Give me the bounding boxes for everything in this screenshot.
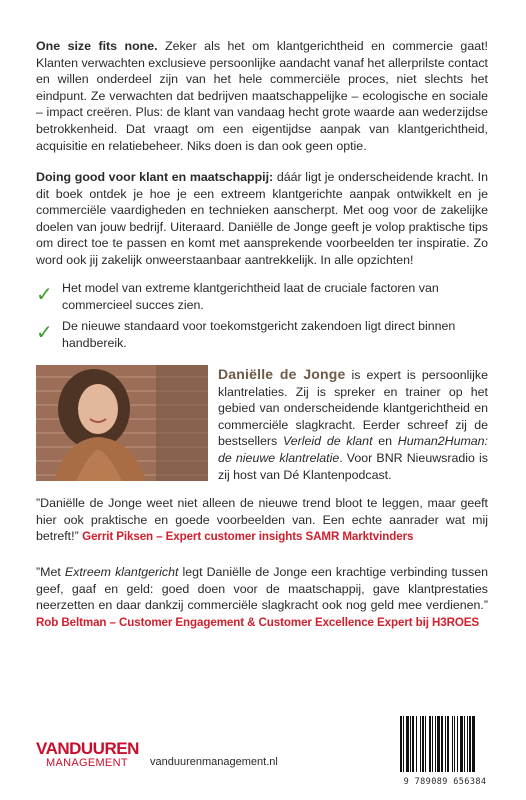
barcode-bar xyxy=(457,716,458,772)
check-icon: ✓ xyxy=(36,282,53,306)
barcode-bar xyxy=(464,716,465,772)
barcode-bar xyxy=(472,716,475,772)
quote-2-attribution: Rob Beltman – Customer Engagement & Customer Excellence Expert bij H3ROES xyxy=(36,615,480,629)
quote-1-text: ”Daniëlle de Jonge weet niet alleen de nieuwe trend bloot te leggen, maar geeft hier ook praktische en goede voorbeelden van. Een echte aanrader wat mij betreft!” xyxy=(36,496,488,544)
barcode-bar xyxy=(425,716,426,772)
barcode-digits: 9 789089 656384 xyxy=(403,777,487,787)
author-photo xyxy=(36,365,208,481)
intro-text: Zeker als het om klantgerichtheid en commercie gaat! Klanten verwachten exclusieve persoonlijke aandacht vanaf het allerprilste contact en willen onderdeel zijn van het hele commerciële proces, niet slechts het eindpunt. Ze verwachten dat bedrijven maatschappelijke – ecologische en sociale – impact creëren. Plus: de klant van vandaag hecht grote waarde aan wederzijdse betrokkenheid. Dat vraagt om een eigentijdse aanpak van klantgerichtheid, acquisitie en relatiebeheer. Niks doen is dan ook geen optie. xyxy=(36,39,488,153)
barcode-bar xyxy=(437,716,440,772)
publisher-logo-top: VANDUUREN xyxy=(36,739,139,758)
quote-2 xyxy=(36,564,488,631)
barcode-bar xyxy=(435,716,436,772)
book-title-2: Human2Human: de nieuwe klantrelatie xyxy=(218,434,489,465)
bio-text-1: is expert is persoonlijke klantrelaties. Zij is spreker en trainer op het gebied van onderscheidende klantgerichtheid en commerciële slagkracht. Eerder schreef zij de bestsellers xyxy=(218,368,488,449)
barcode-bar xyxy=(400,716,402,772)
barcode-bar xyxy=(416,716,417,772)
barcode-bar xyxy=(432,716,433,772)
quote-1-attribution: Gerrit Piksen – Expert customer insights SAMR Marktvinders xyxy=(82,530,414,544)
barcode-bar xyxy=(429,716,431,772)
barcode-bar xyxy=(422,716,424,772)
barcode-bar xyxy=(441,716,443,772)
author-bio xyxy=(218,366,488,483)
intro-lead: One size fits none. xyxy=(36,39,158,53)
second-lead: Doing good voor klant en maatschappij: xyxy=(36,170,274,184)
book-title-1: Verleid de klant xyxy=(282,434,373,449)
barcode-bar xyxy=(406,716,409,772)
barcode-bar xyxy=(410,716,411,772)
quote-2-book-title: Extreem klantgericht xyxy=(64,565,179,579)
barcode-bar xyxy=(403,716,404,772)
bullet-item-1: Het model van extreme klantgerichtheid laat de cruciale factoren van commercieel succes zien. xyxy=(62,281,439,312)
second-paragraph xyxy=(36,169,488,269)
bio-text-3: . Voor BNR Nieuwsradio is zij host van Dé Klantenpodcast. xyxy=(218,450,488,482)
bullet-item-2: De nieuwe standaard voor toekomstgericht zakendoen ligt direct binnen handbereik. xyxy=(62,319,456,350)
barcode-bar xyxy=(460,716,463,772)
check-icon: ✓ xyxy=(36,320,53,344)
barcode-bar xyxy=(469,716,471,772)
barcode-bar xyxy=(445,716,446,772)
barcode-bar xyxy=(447,716,449,772)
bio-text-2: en xyxy=(372,434,398,449)
barcode-bar xyxy=(454,716,455,772)
publisher-url: vanduurenmanagement.nl xyxy=(150,756,278,768)
publisher-logo-bottom: MANAGEMENT xyxy=(46,757,128,769)
barcode-bar xyxy=(452,716,453,772)
quote-2-pre: ”Met xyxy=(36,565,65,579)
isbn-barcode xyxy=(398,716,492,787)
barcode-bar xyxy=(412,716,414,772)
barcode-bar xyxy=(467,716,468,772)
second-text: dáár ligt je onderscheidende kracht. In dit boek ontdek je hoe je een extreem klantgerichte aanpak ontwikkelt en je commerciële vaardigheden en technieken aanscherpt. Met oog voor de zakelijke doelen van jouw bedrijf. Uiteraard. Daniëlle de Jonge geeft je volop praktische tips om direct toe te passen en komt met aansprekende voorbeelden ter inspiratie. Zo word ook jij zakelijk onweerstaanbaar aantrekkelijk. In alle opzichten! xyxy=(36,170,488,267)
barcode-bar xyxy=(420,716,421,772)
publisher-logo xyxy=(36,739,139,774)
author-name: Daniëlle de Jonge xyxy=(218,366,346,382)
quote-2-text: legt Daniëlle de Jonge een krachtige verbinding tussen geef, gaaf en geld: goed doen voor de maatschappij, gave klantprestaties neerzetten en daar dankzij commerciële slagkracht ook nog geld mee verdienen.” xyxy=(36,565,489,613)
quote-1 xyxy=(36,495,488,546)
intro-paragraph xyxy=(36,38,488,154)
